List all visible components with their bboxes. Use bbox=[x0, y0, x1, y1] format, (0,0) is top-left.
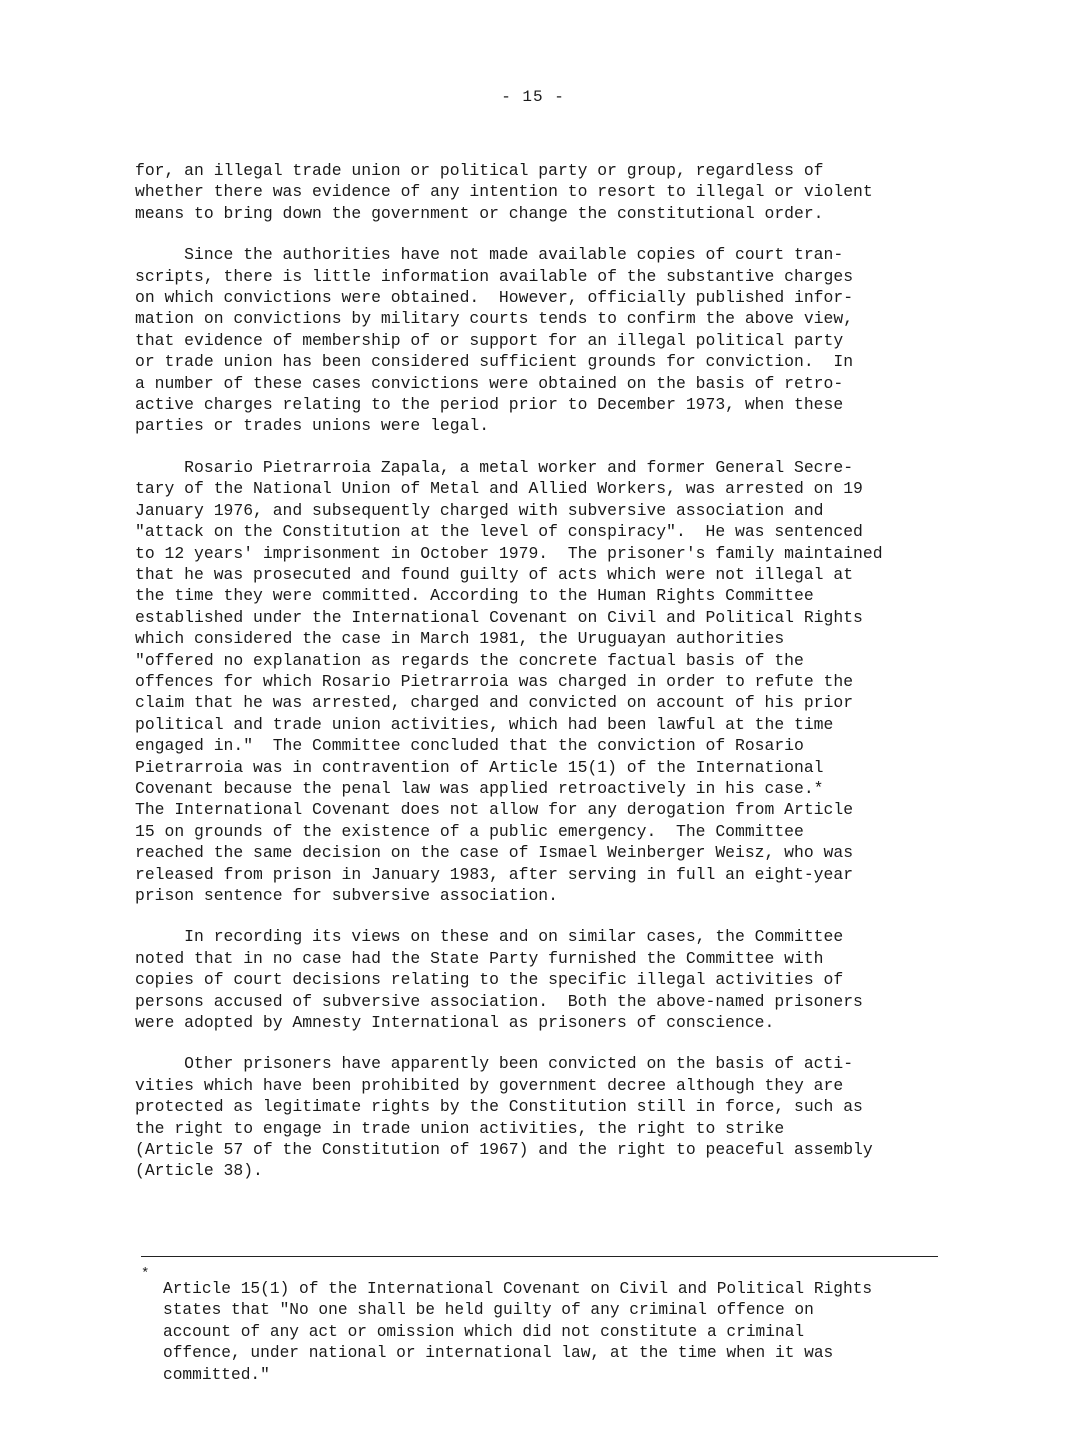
text-line: persons accused of subversive association. Both the above-named prisoners bbox=[135, 991, 863, 1011]
text-line: which considered the case in March 1981, the Uruguayan authorities bbox=[135, 629, 785, 649]
text-line: January 1976, and subsequently charged with subversive association and bbox=[135, 500, 824, 520]
text-line: a number of these cases convictions were obtained on the basis of retro- bbox=[135, 373, 844, 393]
text-line: to 12 years' imprisonment in October 1979. The prisoner's family maintained bbox=[135, 543, 883, 563]
page-number: - 15 - bbox=[501, 88, 565, 106]
text-line: The International Covenant does not allow for any derogation from Article bbox=[135, 800, 854, 820]
paragraph-1 bbox=[135, 160, 985, 224]
text-line: engaged in." The Committee concluded that the conviction of Rosario bbox=[135, 736, 804, 756]
footnote-line: account of any act or omission which did not constitute a criminal bbox=[163, 1322, 805, 1341]
footnote bbox=[163, 1279, 983, 1386]
text-line: (Article 57 of the Constitution of 1967) and the right to peaceful assembly bbox=[135, 1140, 873, 1160]
footnote-divider bbox=[141, 1256, 938, 1257]
paragraph-4 bbox=[135, 926, 985, 1033]
text-line: (Article 38). bbox=[135, 1161, 263, 1181]
footnote-line: states that "No one shall be held guilty of any criminal offence on bbox=[163, 1301, 814, 1320]
text-line: parties or trades unions were legal. bbox=[135, 416, 490, 436]
text-line: 15 on grounds of the existence of a public emergency. The Committee bbox=[135, 821, 804, 841]
text-line: or trade union has been considered sufficient grounds for conviction. In bbox=[135, 352, 854, 372]
text-line: tary of the National Union of Metal and Allied Workers, was arrested on 19 bbox=[135, 479, 863, 499]
text-line: that he was prosecuted and found guilty of acts which were not illegal at bbox=[135, 564, 854, 584]
paragraph-2 bbox=[135, 244, 985, 437]
footnote-line: offence, under national or international law, at the time when it was bbox=[163, 1344, 834, 1363]
footnote-marker: * bbox=[141, 1266, 150, 1282]
text-line: means to bring down the government or change the constitutional order. bbox=[135, 203, 824, 223]
text-line: on which convictions were obtained. However, officially published infor- bbox=[135, 288, 854, 308]
text-line: "attack on the Constitution at the level of conspiracy". He was sentenced bbox=[135, 522, 863, 542]
text-line: noted that in no case had the State Party furnished the Committee with bbox=[135, 948, 824, 968]
text-line: Covenant because the penal law was applied retroactively in his case.* bbox=[135, 778, 824, 798]
footnote-line: Article 15(1) of the International Covenant on Civil and Political Rights bbox=[163, 1280, 873, 1298]
text-line: In recording its views on these and on similar cases, the Committee bbox=[135, 927, 844, 947]
text-line: the right to engage in trade union activities, the right to strike bbox=[135, 1118, 785, 1138]
text-line: were adopted by Amnesty International as prisoners of conscience. bbox=[135, 1013, 775, 1033]
text-line: copies of court decisions relating to the specific illegal activities of bbox=[135, 970, 844, 990]
text-line: Pietrarroia was in contravention of Article 15(1) of the International bbox=[135, 757, 824, 777]
text-line: released from prison in January 1983, after serving in full an eight-year bbox=[135, 864, 854, 884]
text-line: vities which have been prohibited by government decree although they are bbox=[135, 1075, 844, 1095]
text-line: the time they were committed. According to the Human Rights Committee bbox=[135, 586, 814, 606]
text-line: claim that he was arrested, charged and convicted on account of his prior bbox=[135, 693, 854, 713]
text-line: prison sentence for subversive association. bbox=[135, 886, 558, 905]
text-line: scripts, there is little information available of the substantive charges bbox=[135, 266, 854, 286]
footnote-line: committed." bbox=[163, 1365, 270, 1384]
text-line: Since the authorities have not made available copies of court tran- bbox=[135, 245, 844, 265]
text-line: offences for which Rosario Pietrarroia was charged in order to refute the bbox=[135, 671, 854, 691]
text-line: "offered no explanation as regards the concrete factual basis of the bbox=[135, 650, 804, 670]
text-line: mation on convictions by military courts tends to confirm the above view, bbox=[135, 309, 854, 329]
text-line: whether there was evidence of any intention to resort to illegal or violent bbox=[135, 182, 873, 202]
text-line: active charges relating to the period prior to December 1973, when these bbox=[135, 395, 844, 415]
paragraph-3 bbox=[135, 457, 985, 907]
text-line: established under the International Covenant on Civil and Political Rights bbox=[135, 607, 863, 627]
text-line: for, an illegal trade union or political party or group, regardless of bbox=[135, 161, 824, 180]
paragraph-5 bbox=[135, 1053, 985, 1181]
text-line: reached the same decision on the case of Ismael Weinberger Weisz, who was bbox=[135, 843, 854, 863]
text-line: political and trade union activities, which had been lawful at the time bbox=[135, 714, 834, 734]
text-line: protected as legitimate rights by the Constitution still in force, such as bbox=[135, 1097, 863, 1117]
text-line: Other prisoners have apparently been convicted on the basis of acti- bbox=[135, 1054, 854, 1074]
text-line: Rosario Pietrarroia Zapala, a metal worker and former General Secre- bbox=[135, 457, 854, 477]
body-text bbox=[135, 160, 985, 1202]
text-line: that evidence of membership of or support for an illegal political party bbox=[135, 330, 844, 350]
